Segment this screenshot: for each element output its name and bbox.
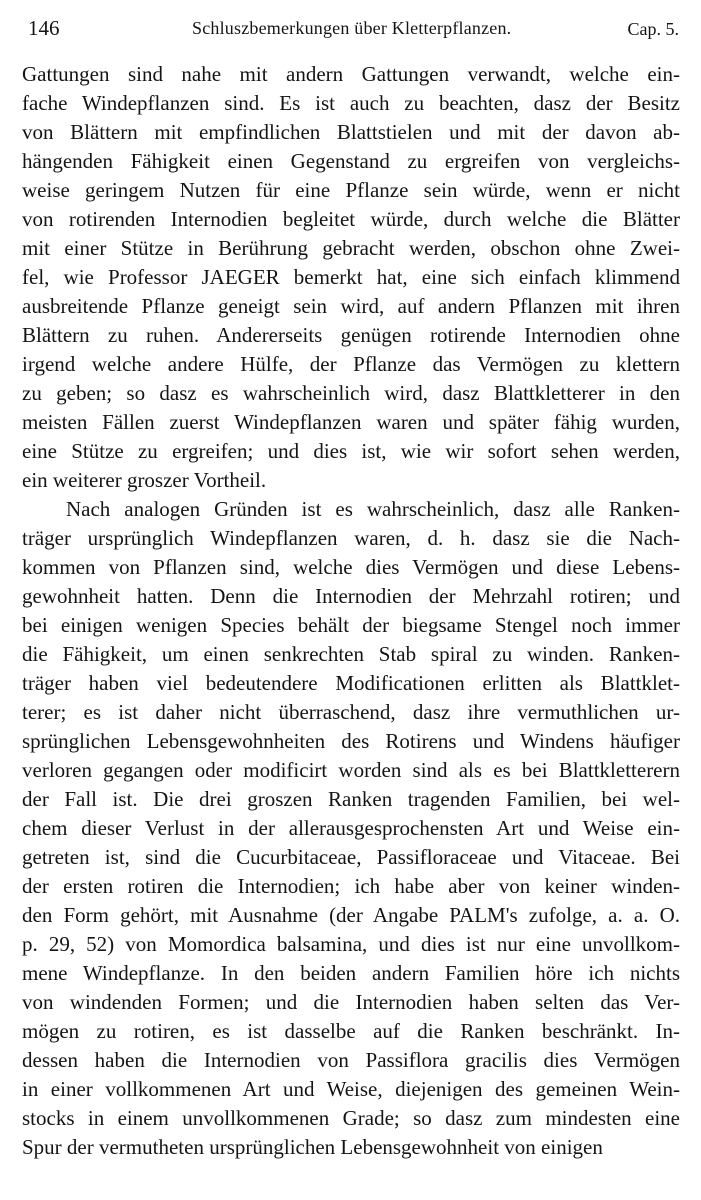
text-line: bei einigen wenigen Species behält der biegsame Stengel noch immer: [22, 613, 680, 637]
text-line: in einer vollkommenen Art und Weise, diejenigen des gemeinen Wein-: [22, 1077, 680, 1101]
text-line: stocks in einem unvollkommenen Grade; so dasz zum mindesten eine: [22, 1106, 680, 1130]
text-line: Nach analogen Gründen ist es wahrscheinlich, dasz alle Ranken-: [66, 497, 680, 521]
text-line: gewohnheit hatten. Denn die Internodien der Mehrzahl rotiren; und: [22, 584, 680, 608]
paragraph-1: [22, 60, 680, 495]
text-line: ein weiterer groszer Vortheil.: [22, 468, 267, 492]
text-line: der ersten rotiren die Internodien; ich habe aber von keiner winden-: [22, 874, 680, 898]
text-line: meisten Fällen zuerst Windepflanzen waren und später fähig wurden,: [22, 410, 680, 434]
text-line: Spur der vermutheten ursprünglichen Lebensgewohnheit von einigen: [22, 1135, 603, 1159]
text-line: verloren gegangen oder modificirt worden sind als es bei Blattkletterern: [22, 758, 680, 782]
text-line: träger ursprünglich Windepflanzen waren, d. h. dasz sie die Nach-: [22, 526, 680, 550]
text-line: kommen von Pflanzen sind, welche dies Vermögen und diese Lebens-: [22, 555, 680, 579]
text-line: eine Stütze zu ergreifen; und dies ist, wie wir sofort sehen werden,: [22, 439, 680, 463]
text-line: von windenden Formen; und die Internodien haben selten das Ver-: [22, 990, 680, 1014]
text-line: getreten ist, sind die Cucurbitaceae, Passifloraceae und Vitaceae. Bei: [22, 845, 680, 869]
paragraph-2: [22, 495, 680, 1162]
text-line: p. 29, 52) von Momordica balsamina, und dies ist nur eine unvollkom-: [22, 932, 680, 956]
text-line: Gattungen sind nahe mit andern Gattungen verwandt, welche ein-: [22, 62, 680, 86]
text-line: mene Windepflanze. In den beiden andern Familien höre ich nichts: [22, 961, 680, 985]
body-text: [22, 60, 680, 1162]
text-line: irgend welche andere Hülfe, der Pflanze das Vermögen zu klettern: [22, 352, 680, 376]
text-line: chem dieser Verlust in der allerausgesprochensten Art und Weise ein-: [22, 816, 680, 840]
text-line: träger haben viel bedeutendere Modificationen erlitten als Blattklet-: [22, 671, 680, 695]
text-line: terer; es ist daher nicht überraschend, dasz ihre vermuthlichen ur-: [22, 700, 680, 724]
text-line: von Blättern mit empfindlichen Blattstielen und mit der davon ab-: [22, 120, 680, 144]
running-title: Schluszbemerkungen über Kletterpflanzen.: [192, 18, 512, 38]
page-header: [0, 16, 701, 46]
text-line: Blättern zu ruhen. Andererseits genügen rotirende Internodien ohne: [22, 323, 680, 347]
page-number: 146: [28, 16, 60, 40]
text-line: die Fähigkeit, um einen senkrechten Stab spiral zu winden. Ranken-: [22, 642, 680, 666]
text-line: fel, wie Professor JAEGER bemerkt hat, eine sich einfach klimmend: [22, 265, 680, 289]
text-line: hängenden Fähigkeit einen Gegenstand zu ergreifen von vergleichs-: [22, 149, 680, 173]
text-line: der Fall ist. Die drei groszen Ranken tragenden Familien, bei wel-: [22, 787, 680, 811]
text-line: zu geben; so dasz es wahrscheinlich wird, dasz Blattkletterer in den: [22, 381, 680, 405]
text-line: dessen haben die Internodien von Passiflora gracilis dies Vermögen: [22, 1048, 680, 1072]
text-line: fache Windepflanzen sind. Es ist auch zu beachten, dasz der Besitz: [22, 91, 680, 115]
text-line: mögen zu rotiren, es ist dasselbe auf die Ranken beschränkt. In-: [22, 1019, 680, 1043]
text-line: weise geringem Nutzen für eine Pflanze sein würde, wenn er nicht: [22, 178, 680, 202]
text-line: von rotirenden Internodien begleitet würde, durch welche die Blätter: [22, 207, 680, 231]
text-line: den Form gehört, mit Ausnahme (der Angabe PALM's zufolge, a. a. O.: [22, 903, 680, 927]
chapter-label: Cap. 5.: [627, 19, 679, 39]
text-line: mit einer Stütze in Berührung gebracht werden, obschon ohne Zwei-: [22, 236, 680, 260]
text-line: ausbreitende Pflanze geneigt sein wird, auf andern Pflanzen mit ihren: [22, 294, 680, 318]
text-line: sprünglichen Lebensgewohnheiten des Rotirens und Windens häufiger: [22, 729, 680, 753]
